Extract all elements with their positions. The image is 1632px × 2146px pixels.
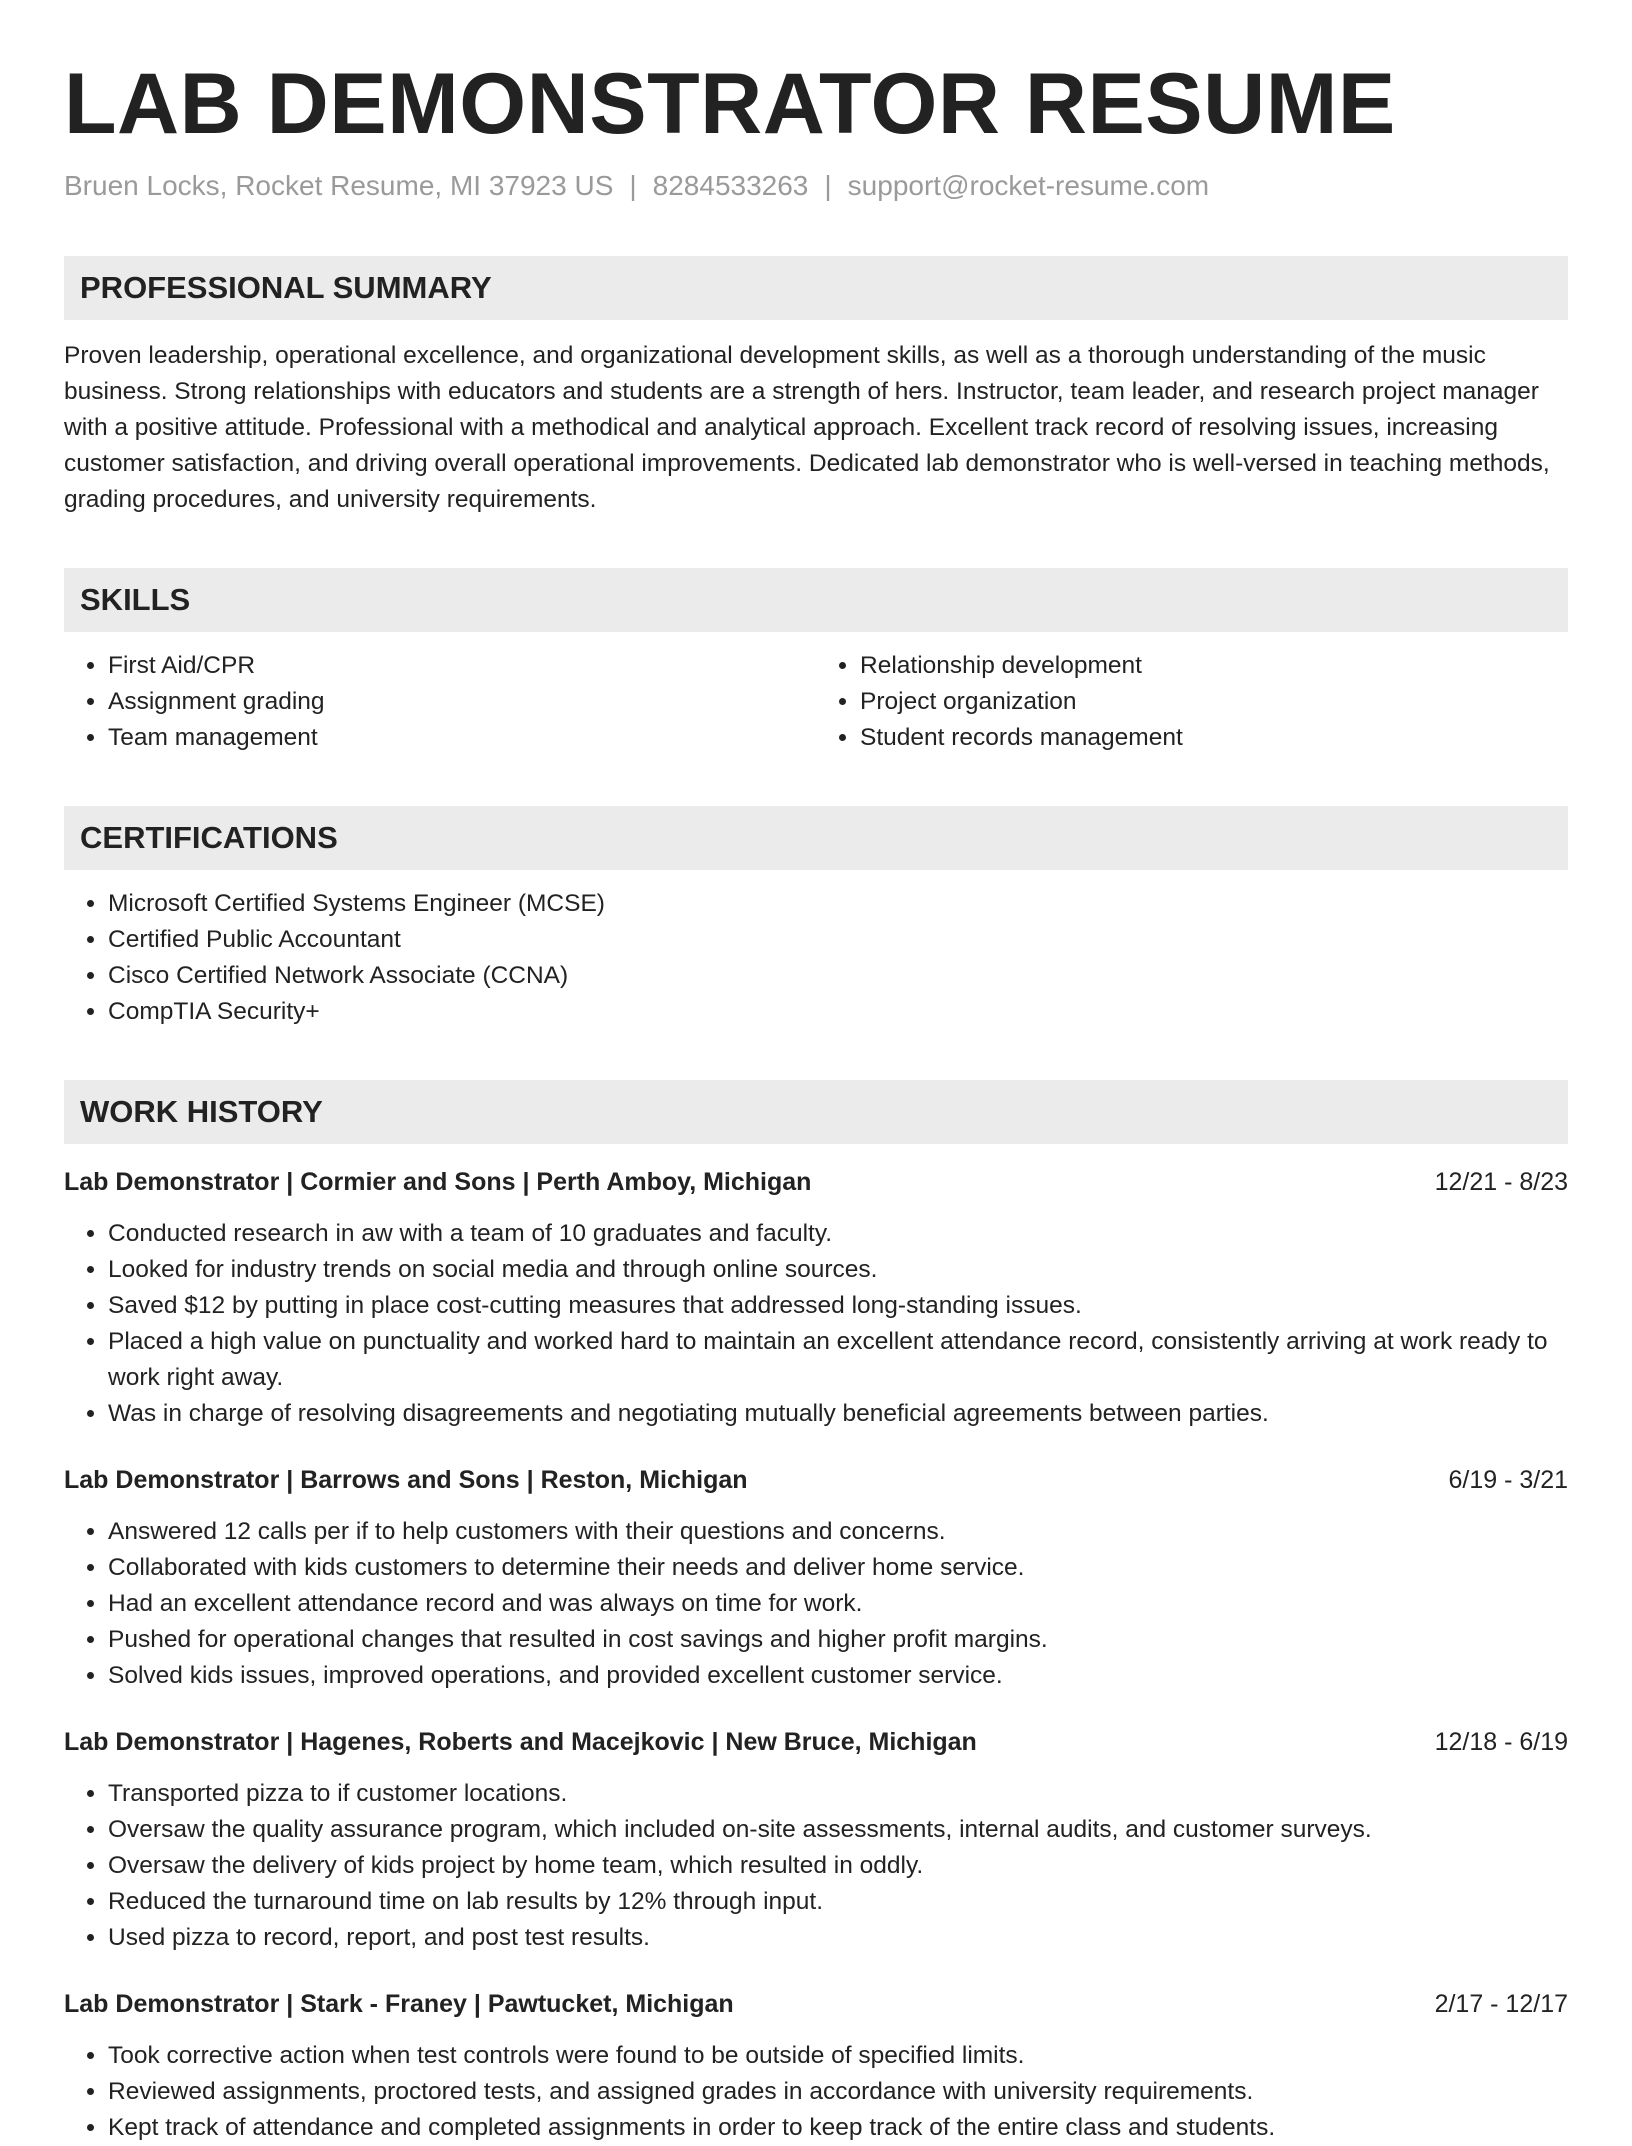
job-header xyxy=(64,1724,1568,1760)
job-dates: 6/19 - 3/21 xyxy=(1448,1466,1568,1494)
job-bullet: • Pushed for operational changes that resulted in cost savings and higher profit margins. xyxy=(108,1622,1568,1658)
skills-columns xyxy=(64,632,1568,756)
job-entry xyxy=(64,1986,1568,2146)
summary-text: Proven leadership, operational excellence, and organizational development skills, as well as a thorough understanding of the music business. Strong relationships with educators and students are a strength of hers. Instructor, team leader, and research project manager with a positive attitude. Professional with a methodical and analytical approach. Excellent track record of resolving issues, increasing customer satisfaction, and driving overall operational improvements. Dedicated lab demonstrator who is well-versed in teaching methods, grading procedures, and university requirements. xyxy=(64,342,1550,513)
skills-section-header xyxy=(64,568,1568,632)
job-bullets xyxy=(64,1514,1568,1694)
job-title: Lab Demonstrator | Cormier and Sons | Perth Amboy, Michigan xyxy=(64,1168,812,1196)
job-bullets xyxy=(64,2038,1568,2146)
job-bullet: • Kept track of attendance and completed assignments in order to keep track of the entire class and students. xyxy=(108,2110,1568,2146)
job-entry xyxy=(64,1164,1568,1432)
job-bullet: • Transported pizza to if customer locations. xyxy=(108,1776,1568,1812)
work-history-section-header xyxy=(64,1080,1568,1144)
contact-address: Bruen Locks, Rocket Resume, MI 37923 US xyxy=(64,170,614,201)
job-bullet: • Was in charge of resolving disagreements and negotiating mutually beneficial agreements between parties. xyxy=(108,1396,1568,1432)
job-header xyxy=(64,1986,1568,2022)
summary-section-header xyxy=(64,256,1568,320)
job-bullet: • Used pizza to record, report, and post test results. xyxy=(108,1920,1568,1956)
job-title: Lab Demonstrator | Hagenes, Roberts and Macejkovic | New Bruce, Michigan xyxy=(64,1728,977,1756)
job-dates: 2/17 - 12/17 xyxy=(1434,1990,1568,2018)
certification-item: • Microsoft Certified Systems Engineer (MCSE) xyxy=(108,886,1568,922)
contact-phone: 8284533263 xyxy=(652,170,809,201)
job-bullet: • Collaborated with kids customers to determine their needs and deliver home service. xyxy=(108,1550,1568,1586)
job-bullet: • Had an excellent attendance record and was always on time for work. xyxy=(108,1586,1568,1622)
job-bullet: • Reduced the turnaround time on lab results by 12% through input. xyxy=(108,1884,1568,1920)
job-bullets xyxy=(64,1216,1568,1432)
job-dates: 12/18 - 6/19 xyxy=(1434,1728,1568,1756)
job-title: Lab Demonstrator | Stark - Franey | Pawtucket, Michigan xyxy=(64,1990,734,2018)
job-dates: 12/21 - 8/23 xyxy=(1434,1168,1568,1196)
certifications-list xyxy=(64,886,1568,1030)
job-bullet: • Reviewed assignments, proctored tests, and assigned grades in accordance with university requirements. xyxy=(108,2074,1568,2110)
job-bullet: • Took corrective action when test controls were found to be outside of specified limits. xyxy=(108,2038,1568,2074)
summary-heading: PROFESSIONAL SUMMARY xyxy=(80,270,492,305)
job-bullet: • Placed a high value on punctuality and worked hard to maintain an excellent attendance record, consistently arriving at work ready to work right away. xyxy=(108,1324,1568,1396)
job-bullet: • Answered 12 calls per if to help customers with their questions and concerns. xyxy=(108,1514,1568,1550)
skill-item: • Project organization xyxy=(860,684,1568,720)
job-header xyxy=(64,1462,1568,1498)
skill-item: • Team management xyxy=(108,720,816,756)
job-bullet: • Conducted research in aw with a team of 10 graduates and faculty. xyxy=(108,1216,1568,1252)
job-entry xyxy=(64,1462,1568,1694)
work-history-heading: WORK HISTORY xyxy=(80,1094,323,1129)
certifications-section-header xyxy=(64,806,1568,870)
contact-separator: | xyxy=(629,170,637,201)
certification-item: • Certified Public Accountant xyxy=(108,922,1568,958)
skill-item: • First Aid/CPR xyxy=(108,648,816,684)
skill-item: • Assignment grading xyxy=(108,684,816,720)
contact-line xyxy=(64,166,1568,206)
skills-list-left xyxy=(64,648,816,756)
certification-item: • CompTIA Security+ xyxy=(108,994,1568,1030)
job-bullet: • Saved $12 by putting in place cost-cutting measures that addressed long-standing issues. xyxy=(108,1288,1568,1324)
certification-item: • Cisco Certified Network Associate (CCNA) xyxy=(108,958,1568,994)
contact-email: support@rocket-resume.com xyxy=(847,170,1210,201)
skill-item: • Relationship development xyxy=(860,648,1568,684)
contact-separator: | xyxy=(824,170,832,201)
resume-title: LAB DEMONSTRATOR RESUME xyxy=(64,56,1396,152)
job-bullet: • Solved kids issues, improved operations, and provided excellent customer service. xyxy=(108,1658,1568,1694)
job-bullet: • Oversaw the quality assurance program, which included on-site assessments, internal audits, and customer surveys. xyxy=(108,1812,1568,1848)
skills-heading: SKILLS xyxy=(80,582,191,617)
skills-list-right xyxy=(816,648,1568,756)
job-title: Lab Demonstrator | Barrows and Sons | Reston, Michigan xyxy=(64,1466,748,1494)
job-bullet: • Looked for industry trends on social media and through online sources. xyxy=(108,1252,1568,1288)
job-entry xyxy=(64,1724,1568,1956)
job-bullet: • Oversaw the delivery of kids project by home team, which resulted in oddly. xyxy=(108,1848,1568,1884)
job-bullets xyxy=(64,1776,1568,1956)
job-header xyxy=(64,1164,1568,1200)
certifications-heading: CERTIFICATIONS xyxy=(80,820,338,855)
skill-item: • Student records management xyxy=(860,720,1568,756)
